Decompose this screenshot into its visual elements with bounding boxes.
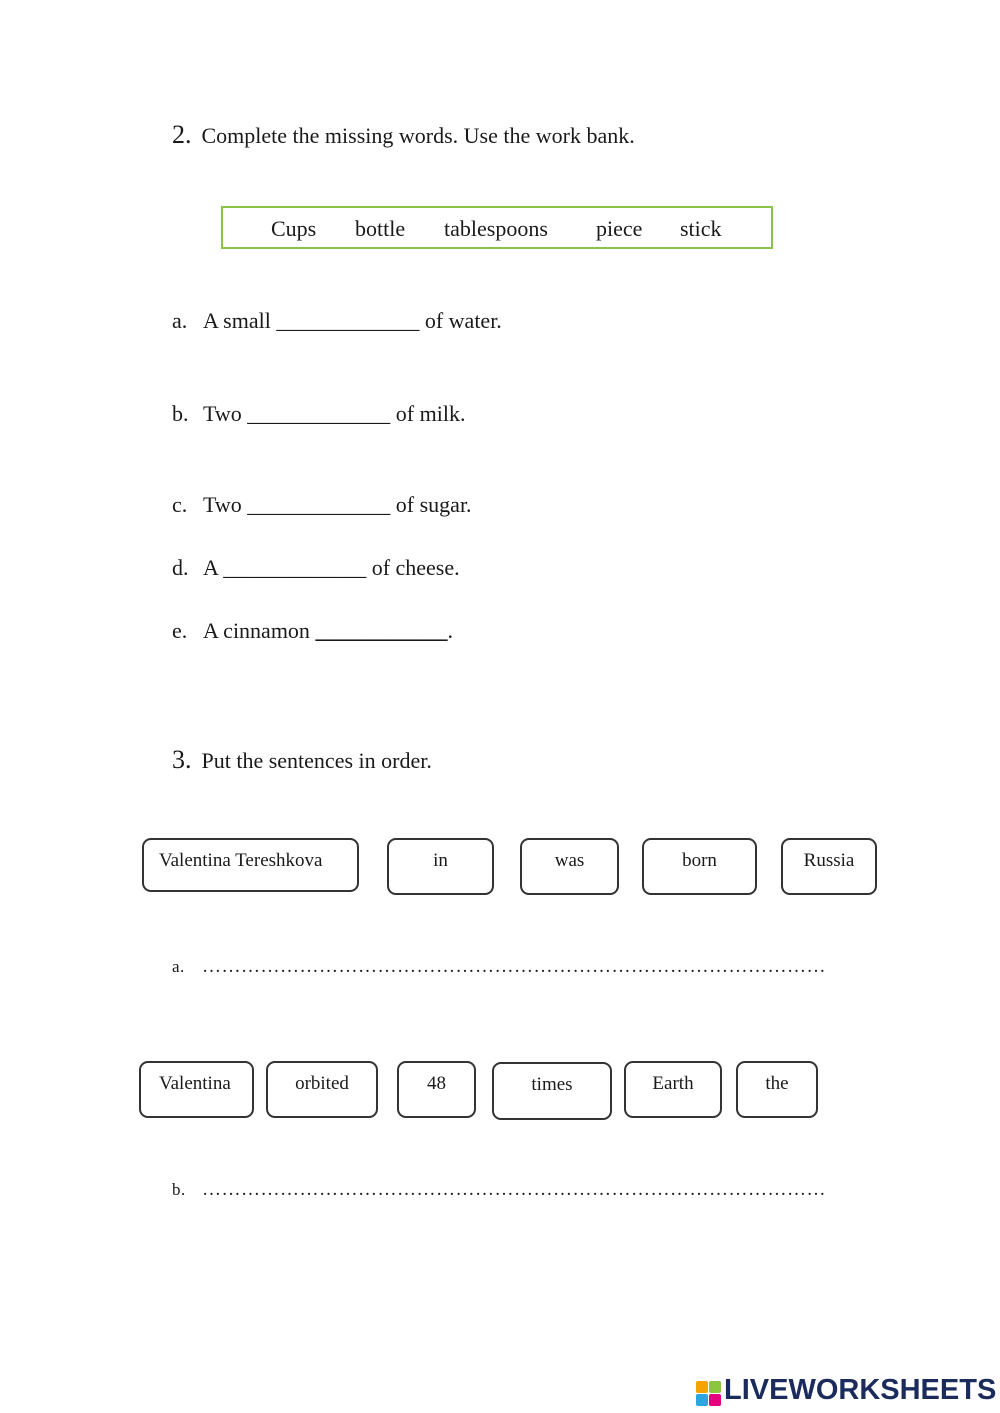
section-2-instruction: Complete the missing words. Use the work bank. [201,123,635,148]
item-letter: e. [172,618,188,643]
word-tile[interactable]: Valentina Tereshkova [142,838,359,892]
answer-blank[interactable]: _____________ [247,492,391,517]
item-before: Two [203,492,242,517]
exercise-item-a [172,308,502,334]
word-tile[interactable]: orbited [266,1061,378,1118]
item-letter: b. [172,401,189,426]
answer-letter: b. [172,1180,186,1199]
word-tile[interactable]: was [520,838,619,895]
item-letter: c. [172,492,188,517]
answer-blank[interactable]: _____________ [223,555,367,580]
logo-text: LIVEWORKSHEETS [724,1374,997,1406]
section-2-number: 2. [172,120,192,149]
item-after: . [447,618,453,643]
answer-letter: a. [172,957,185,976]
item-before: A small [203,308,271,333]
item-after: of cheese. [366,555,460,580]
word-tile[interactable]: in [387,838,494,895]
word-tile[interactable]: Russia [781,838,877,895]
item-letter: a. [172,308,188,333]
logo-mark-icon [696,1381,722,1407]
section-3-heading [172,745,432,775]
word-tile[interactable]: Valentina [139,1061,254,1118]
answer-blank[interactable]: _____________ [247,401,391,426]
exercise-item-d [172,555,460,581]
answer-blank[interactable]: _____________ [276,308,420,333]
dotted-line: …………………………………………………………………………………… [202,956,826,977]
item-after: of milk. [390,401,466,426]
word-tile[interactable]: times [492,1062,612,1120]
item-letter: d. [172,555,189,580]
item-after: of water. [419,308,502,333]
word-bank-item: stick [680,216,722,241]
dotted-line: …………………………………………………………………………………… [202,1179,826,1200]
word-bank-item: Cups [271,216,317,241]
exercise-item-e [172,618,453,644]
exercise-item-c [172,492,472,518]
word-tile[interactable]: 48 [397,1061,476,1118]
answer-blank[interactable]: ____________ [315,618,448,643]
answer-line-a[interactable] [172,956,826,978]
word-bank-item: bottle [355,216,406,241]
word-bank [221,206,773,249]
section-3-number: 3. [172,745,192,774]
word-tile[interactable]: Earth [624,1061,722,1118]
word-bank-item: piece [596,216,643,241]
word-tile[interactable]: born [642,838,757,895]
item-after: of sugar. [390,492,472,517]
item-before: A [203,555,218,580]
section-3-instruction: Put the sentences in order. [201,748,432,773]
section-2-heading [172,120,635,150]
item-before: Two [203,401,242,426]
word-bank-item: tablespoons [444,216,548,241]
liveworksheets-logo [696,1374,996,1410]
word-tile[interactable]: the [736,1061,818,1118]
exercise-item-b [172,401,465,427]
answer-line-b[interactable] [172,1179,826,1201]
item-before: A cinnamon [203,618,310,643]
